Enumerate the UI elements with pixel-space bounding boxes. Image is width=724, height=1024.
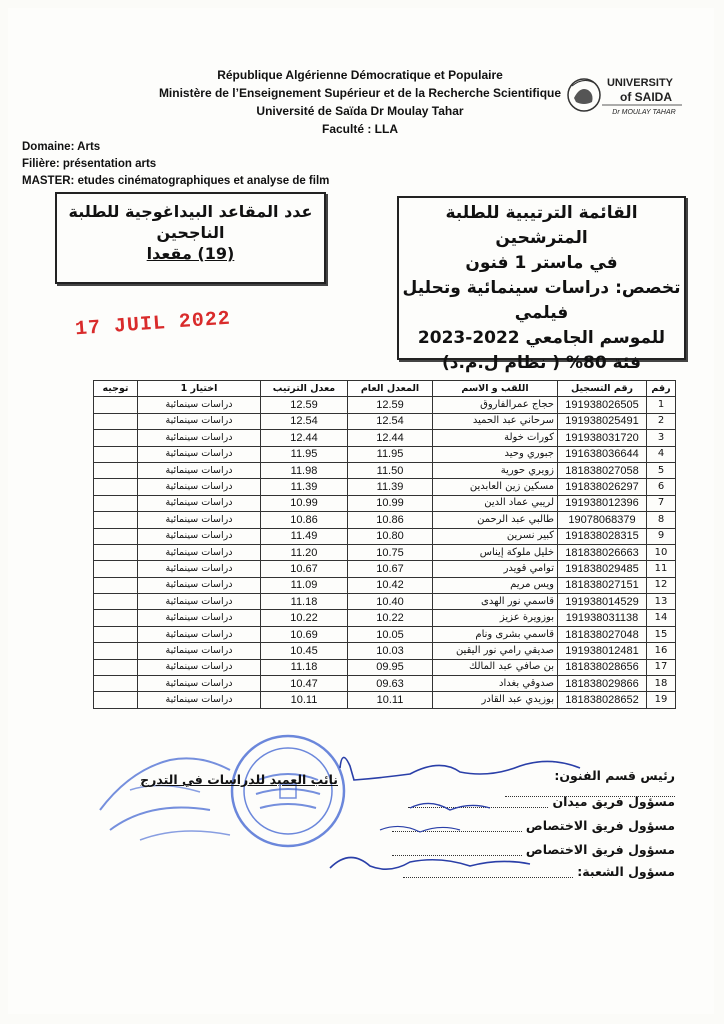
orientation-cell — [94, 643, 138, 659]
name-cell: بوزيدي عبد القادر — [433, 692, 558, 708]
table-row — [94, 594, 676, 610]
rank-cell: 12 — [647, 577, 676, 593]
orientation-cell — [94, 692, 138, 708]
rank-cell: 18 — [647, 676, 676, 692]
handwritten-signatures — [320, 738, 640, 888]
col-name: اللقب و الاسم — [433, 381, 558, 397]
registration-cell: 191938012396 — [558, 495, 647, 511]
registration-cell: 191838029485 — [558, 561, 647, 577]
branch-label: مسؤول الشعبة — [582, 864, 675, 879]
date-stamp: 17 JUIL 2022 — [74, 307, 232, 342]
rank-average-cell: 11.18 — [261, 594, 348, 610]
header-ministry: Ministère de l’Enseignement Supérieur et de la Recherche Scientifique — [158, 86, 562, 100]
title-line-4: فيلمي — [514, 303, 569, 323]
registration-cell: 191938031138 — [558, 610, 647, 626]
choice-cell: دراسات سينمائية — [138, 512, 261, 528]
rank-cell: 19 — [647, 692, 676, 708]
col-rank: رقم — [647, 381, 676, 397]
name-cell: جبوري وحيد — [433, 446, 558, 462]
name-cell: خليل ملوكة إيناس — [433, 544, 558, 560]
rank-average-cell: 12.54 — [261, 413, 348, 429]
orientation-cell — [94, 610, 138, 626]
registration-cell: 181838028656 — [558, 659, 647, 675]
registration-cell: 181838027048 — [558, 626, 647, 642]
rank-average-cell: 11.20 — [261, 544, 348, 560]
rank-cell: 2 — [647, 413, 676, 429]
choice-cell: دراسات سينمائية — [138, 397, 261, 413]
col-rank-average: معدل الترتيب — [261, 381, 348, 397]
university-logo — [566, 72, 686, 118]
ranking-table — [93, 380, 676, 709]
rank-average-cell: 11.39 — [261, 479, 348, 495]
name-cell: كورات خولة — [433, 430, 558, 446]
rank-average-cell: 10.47 — [261, 676, 348, 692]
domain-label: Domaine: Arts — [22, 141, 101, 153]
choice-cell: دراسات سينمائية — [138, 413, 261, 429]
choice-cell: دراسات سينمائية — [138, 495, 261, 511]
name-cell: حجاج عمرالفاروق — [433, 397, 558, 413]
field-team-label: مسؤول فريق ميدان — [552, 794, 675, 809]
table-row — [94, 676, 676, 692]
table-row — [94, 626, 676, 642]
registration-cell: 191938012481 — [558, 643, 647, 659]
seats-count: (19) مقعدا — [146, 244, 235, 263]
name-cell: زويري حورية — [433, 462, 558, 478]
rank-average-cell: 10.67 — [261, 561, 348, 577]
choice-cell: دراسات سينمائية — [138, 430, 261, 446]
registration-cell: 191938014529 — [558, 594, 647, 610]
name-cell: صديقي رامي نور اليقين — [433, 643, 558, 659]
title-line-3: تخصص: دراسات سينمائية وتحليل — [402, 278, 681, 298]
average-cell: 11.39 — [348, 479, 433, 495]
table-row — [94, 446, 676, 462]
rank-cell: 17 — [647, 659, 676, 675]
choice-cell: دراسات سينمائية — [138, 676, 261, 692]
title-line-2: في ماستر 1 فنون — [465, 253, 618, 273]
average-cell: 10.05 — [348, 626, 433, 642]
rank-cell: 16 — [647, 643, 676, 659]
orientation-cell — [94, 626, 138, 642]
registration-cell: 191838028315 — [558, 528, 647, 544]
rank-cell: 14 — [647, 610, 676, 626]
rank-cell: 9 — [647, 528, 676, 544]
orientation-cell — [94, 462, 138, 478]
orientation-cell — [94, 495, 138, 511]
average-cell: 11.50 — [348, 462, 433, 478]
orientation-cell — [94, 479, 138, 495]
registration-cell: 19078068379 — [558, 512, 647, 528]
seats-line-2: الناجحين — [156, 223, 225, 242]
orientation-cell — [94, 446, 138, 462]
choice-cell: دراسات سينمائية — [138, 643, 261, 659]
rank-cell: 7 — [647, 495, 676, 511]
table-row — [94, 479, 676, 495]
rank-cell: 13 — [647, 594, 676, 610]
registration-cell: 191838026297 — [558, 479, 647, 495]
master-label: MASTER: etudes cinématographiques et analyse de film — [22, 175, 330, 187]
average-cell: 10.11 — [348, 692, 433, 708]
table-row — [94, 659, 676, 675]
seats-box — [55, 192, 326, 284]
average-cell: 09.63 — [348, 676, 433, 692]
title-line-5: للموسم الجامعي 2022-2023 — [417, 328, 666, 348]
choice-cell: دراسات سينمائية — [138, 626, 261, 642]
rank-average-cell: 10.99 — [261, 495, 348, 511]
registration-cell: 181838029866 — [558, 676, 647, 692]
orientation-cell — [94, 413, 138, 429]
average-cell: 10.86 — [348, 512, 433, 528]
vice-dean-label: نائب العميد للدراسات في التدرج — [140, 772, 338, 787]
title-line-6: فئة 80% ( نظام ل.م.د) — [442, 353, 641, 373]
rank-average-cell: 12.44 — [261, 430, 348, 446]
name-cell: بوزويرة عزيز — [433, 610, 558, 626]
title-box — [397, 196, 686, 373]
choice-cell: دراسات سينمائية — [138, 692, 261, 708]
rank-average-cell: 11.09 — [261, 577, 348, 593]
choice-cell: دراسات سينمائية — [138, 577, 261, 593]
average-cell: 10.75 — [348, 544, 433, 560]
filiere-label: Filière: présentation arts — [22, 158, 157, 170]
average-cell: 10.03 — [348, 643, 433, 659]
registration-cell: 181838027151 — [558, 577, 647, 593]
rank-cell: 5 — [647, 462, 676, 478]
rank-average-cell: 10.45 — [261, 643, 348, 659]
rank-average-cell: 10.11 — [261, 692, 348, 708]
table-row — [94, 397, 676, 413]
average-cell: 12.54 — [348, 413, 433, 429]
rank-average-cell: 11.18 — [261, 659, 348, 675]
name-cell: توامي قويدر — [433, 561, 558, 577]
registration-cell: 181838028652 — [558, 692, 647, 708]
table-row — [94, 643, 676, 659]
rank-average-cell: 10.86 — [261, 512, 348, 528]
registration-cell: 181838026663 — [558, 544, 647, 560]
table-row — [94, 528, 676, 544]
rank-cell: 8 — [647, 512, 676, 528]
average-cell: 10.99 — [348, 495, 433, 511]
name-cell: طالبي عبد الرحمن — [433, 512, 558, 528]
orientation-cell — [94, 594, 138, 610]
rank-cell: 6 — [647, 479, 676, 495]
rank-average-cell: 11.95 — [261, 446, 348, 462]
choice-cell: دراسات سينمائية — [138, 528, 261, 544]
header-faculty: Faculté : LLA — [321, 122, 398, 136]
registration-cell: 191638036644 — [558, 446, 647, 462]
rank-average-cell: 10.22 — [261, 610, 348, 626]
col-choice-1: اختيار 1 — [138, 381, 261, 397]
name-cell: ويس مريم — [433, 577, 558, 593]
table-row — [94, 495, 676, 511]
choice-cell: دراسات سينمائية — [138, 462, 261, 478]
orientation-cell — [94, 528, 138, 544]
choice-cell: دراسات سينمائية — [138, 610, 261, 626]
rank-cell: 11 — [647, 561, 676, 577]
logo-text-university: UNIVERSITY — [606, 77, 674, 89]
logo-text-moulay: Dr MOULAY TAHAR — [612, 109, 676, 116]
name-cell: مسكين زين العابدين — [433, 479, 558, 495]
rank-average-cell: 12.59 — [261, 397, 348, 413]
average-cell: 10.80 — [348, 528, 433, 544]
rank-average-cell: 11.98 — [261, 462, 348, 478]
choice-cell: دراسات سينمائية — [138, 479, 261, 495]
orientation-cell — [94, 659, 138, 675]
name-cell: سرحاني عبد الحميد — [433, 413, 558, 429]
name-cell: بن صافي عبد المالك — [433, 659, 558, 675]
orientation-cell — [94, 561, 138, 577]
choice-cell: دراسات سينمائية — [138, 446, 261, 462]
table-row — [94, 577, 676, 593]
table-row — [94, 692, 676, 708]
registration-cell: 191938026505 — [558, 397, 647, 413]
rank-cell: 1 — [647, 397, 676, 413]
name-cell: قاسمي نور الهدى — [433, 594, 558, 610]
name-cell: قاسمي بشرى ونام — [433, 626, 558, 642]
col-orientation: توجيه — [94, 381, 138, 397]
orientation-cell — [94, 397, 138, 413]
choice-cell: دراسات سينمائية — [138, 544, 261, 560]
choice-cell: دراسات سينمائية — [138, 659, 261, 675]
orientation-cell — [94, 577, 138, 593]
average-cell: 09.95 — [348, 659, 433, 675]
average-cell: 12.59 — [348, 397, 433, 413]
col-average: المعدل العام — [348, 381, 433, 397]
rank-average-cell: 11.49 — [261, 528, 348, 544]
table-row — [94, 561, 676, 577]
average-cell: 11.95 — [348, 446, 433, 462]
average-cell: 10.42 — [348, 577, 433, 593]
table-row — [94, 413, 676, 429]
table-row — [94, 610, 676, 626]
average-cell: 10.22 — [348, 610, 433, 626]
vice-dean-stamp — [90, 740, 240, 850]
orientation-cell — [94, 430, 138, 446]
name-cell: كبير نسرين — [433, 528, 558, 544]
col-registration: رقم التسجيل — [558, 381, 647, 397]
average-cell: 10.40 — [348, 594, 433, 610]
seats-line-1: عدد المقاعد البيداغوجية للطلبة — [68, 202, 313, 221]
spec-team-1-label: مسؤول فريق الاختصاص — [525, 818, 675, 833]
header-republic: République Algérienne Démocratique et Populaire — [217, 68, 503, 82]
orientation-cell — [94, 676, 138, 692]
registration-cell: 181838027058 — [558, 462, 647, 478]
table-header-row — [94, 381, 676, 397]
table-row — [94, 462, 676, 478]
rank-average-cell: 10.69 — [261, 626, 348, 642]
header-university: Université de Saïda Dr Moulay Tahar — [256, 104, 464, 118]
registration-cell: 191938031720 — [558, 430, 647, 446]
registration-cell: 191938025491 — [558, 413, 647, 429]
orientation-cell — [94, 512, 138, 528]
rank-cell: 15 — [647, 626, 676, 642]
spec-team-2-label: مسؤول فريق الاختصاص — [525, 842, 675, 857]
average-cell: 10.67 — [348, 561, 433, 577]
table-row — [94, 512, 676, 528]
logo-text-saida: of SAIDA — [620, 90, 672, 104]
rank-cell: 10 — [647, 544, 676, 560]
name-cell: صدوقي بغداد — [433, 676, 558, 692]
choice-cell: دراسات سينمائية — [138, 594, 261, 610]
choice-cell: دراسات سينمائية — [138, 561, 261, 577]
title-line-1: القائمة الترتيبية للطلبة المترشحين — [445, 203, 638, 248]
orientation-cell — [94, 544, 138, 560]
signature-row-head: رئيس قسم الفنون: — [385, 768, 675, 798]
rank-cell: 4 — [647, 446, 676, 462]
table-row — [94, 430, 676, 446]
head-label: رئيس قسم الفنون — [559, 768, 675, 783]
rank-cell: 3 — [647, 430, 676, 446]
average-cell: 12.44 — [348, 430, 433, 446]
name-cell: لريبي عماد الدين — [433, 495, 558, 511]
table-row — [94, 544, 676, 560]
signature-row-branch: مسؤول الشعبة: — [385, 864, 675, 879]
